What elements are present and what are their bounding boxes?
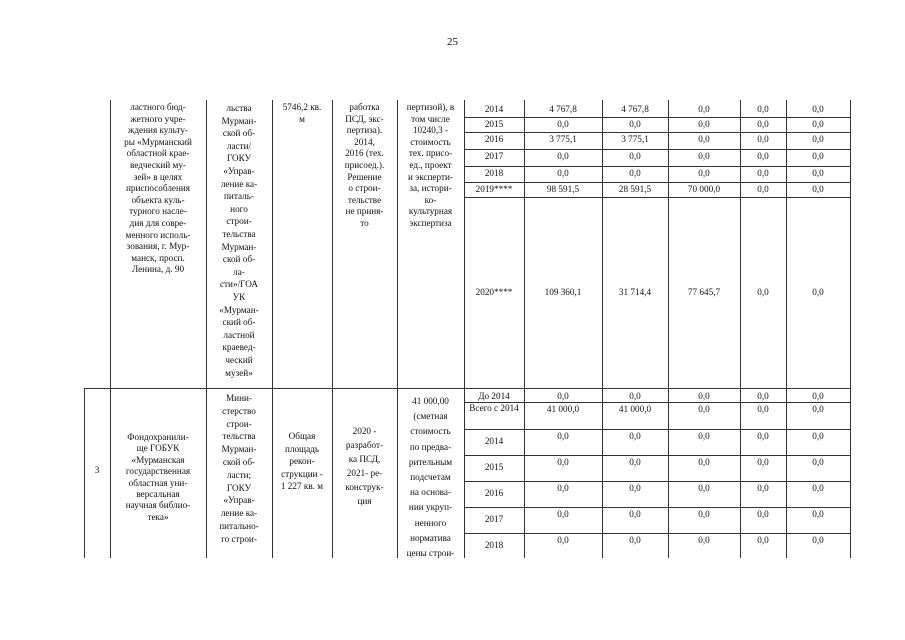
object-name-line: манск, просп. [131,252,185,263]
cell-year: 2014 [484,436,504,446]
row-separator [464,149,850,150]
capacity-line: струкции - [281,468,323,479]
customer-line: тельства [222,229,256,239]
cell-c4: 0,0 [812,391,824,401]
row-separator [464,166,850,167]
period-line: 2016 (тех. [345,148,384,159]
cell-total: 41 000,0 [546,404,580,414]
customer-line: ГОКУ [226,153,252,164]
cell-c4: 0,0 [812,287,824,297]
row-number: 3 [94,465,100,475]
capacity-line: Общая [288,431,316,441]
customer-line: музей» [225,367,253,378]
cell-total: 0,0 [557,509,569,519]
customer-line: «Управ- [223,166,255,176]
object-name-line: ластного бюд- [130,102,186,112]
customer-line: Мурман- [221,115,257,126]
cost-line: 10240,3 - [412,125,449,136]
cell-c2: 0,0 [698,404,710,414]
cost-line: тех. присо- [408,148,453,159]
row-separator [464,117,850,118]
customer-line: «Управ- [223,495,255,506]
cell-total: 0,0 [557,535,569,545]
page-number: 25 [447,36,458,48]
cell-total: 3 775,1 [549,134,577,144]
object-name-line: государственная [125,466,191,477]
cost-line: за, истори- [409,183,452,194]
cell-c2: 0,0 [698,134,710,144]
cell-total: 109 360,1 [544,287,582,297]
customer-line: ласти; [226,469,252,480]
cell-year: 2016 [484,134,504,144]
row-separator [464,182,850,183]
object-name-line: менного исполь- [125,229,191,240]
cell-c4: 0,0 [812,119,824,129]
cost-line: и эксперти- [408,171,453,182]
object-name-line: ждения культу- [128,125,188,136]
object-name-line: Ленина, д. 90 [131,264,185,275]
cell-c1: 0,0 [629,119,641,129]
period-line: конструк- [345,482,384,492]
cell-c1: 0,0 [629,457,641,467]
customer-line: питаль- [224,191,254,202]
customer-line: тельства [222,431,256,442]
cell-c3: 0,0 [757,404,769,414]
capacity-line: площадь [284,443,320,454]
period-line: ция [357,496,372,506]
cell-c2: 0,0 [698,431,710,441]
cost-line: том числе [411,113,450,124]
cell-c2: 77 645,7 [687,287,721,297]
cost-line: экспертиза [409,218,452,228]
period-line: не приня- [345,206,384,217]
customer-line: Мини- [226,393,252,403]
period-line: о строи- [348,183,381,194]
period-line: присоед.). [344,160,385,170]
customer-line: ский об- [222,317,256,328]
cell-c3: 0,0 [757,119,769,129]
row-separator [464,132,850,133]
cell-c1: 4 767,8 [621,104,649,114]
cell-total: 0,0 [557,431,569,441]
object-name-line: ведческий му- [130,160,186,170]
object-name-line: Фондохранили- [127,432,189,442]
cost-line: ко- [424,194,437,205]
cell-total: 0,0 [557,483,569,493]
customer-line: го строи- [221,533,257,544]
cell-year: Всего с 2014 [469,403,519,413]
cell-c1: 28 591,5 [618,184,652,194]
cell-c1: 0,0 [629,509,641,519]
cell-c2: 0,0 [698,391,710,401]
cell-c2: 0,0 [698,104,710,114]
cost-line: стоимость [410,136,451,147]
object-name-line: ры «Мурманский [124,136,192,147]
cell-c4: 0,0 [812,104,824,114]
cost-line: ненного [414,517,447,528]
customer-line: стерство [222,405,256,416]
row-separator [464,197,850,198]
period-line: разработ- [345,440,384,450]
cell-c3: 0,0 [757,391,769,401]
object-name-line: зования, г. Мур- [126,241,190,252]
customer-line: краевед- [222,342,256,353]
period-line: ка ПСД, [348,454,381,464]
cell-year: 2018 [484,540,504,550]
cost-line: культурная [408,206,453,217]
cost-line: по предва- [409,441,452,452]
period-line: Решение [347,171,382,182]
cost-line: стоимость [410,426,451,437]
cell-c4: 0,0 [812,535,824,545]
object-name-line: версальная [136,489,180,499]
cell-c3: 0,0 [757,104,769,114]
cost-line: нии укруп- [408,502,453,513]
cell-c1: 0,0 [629,483,641,493]
customer-line: ласти/ [226,140,252,151]
cell-c2: 0,0 [698,168,710,178]
cell-c3: 0,0 [757,134,769,144]
customer-line: ской об- [222,457,256,467]
customer-line: сти»/ГОА [219,279,259,290]
cell-c1: 3 775,1 [621,134,649,144]
customer-line: ГОКУ [226,482,252,493]
cost-line: ед., проект [409,160,452,170]
period-line: ПСД, экс- [345,113,384,124]
cell-c3: 0,0 [757,509,769,519]
cell-c3: 0,0 [757,431,769,441]
object-name-line: «Мурманская [131,454,185,465]
object-name-line: жетного учре- [130,113,186,124]
object-name-line: турного насле- [129,206,187,217]
customer-line: ла- [233,266,245,277]
cell-year: 2015 [484,119,504,129]
period-line: то [360,218,369,228]
cell-year: 2018 [484,168,504,178]
cell-c4: 0,0 [812,184,824,194]
cell-c2: 0,0 [698,457,710,467]
object-name-line: областная уни- [128,477,188,488]
object-name-line: областной крае- [126,148,190,159]
cell-c4: 0,0 [812,483,824,493]
row-separator [464,429,850,430]
cell-c4: 0,0 [812,168,824,178]
row-separator [464,455,850,456]
customer-line: ление ка- [220,178,258,189]
cell-c3: 0,0 [757,457,769,467]
cell-c1: 0,0 [629,168,641,178]
object-name-line: объекта куль- [131,194,185,205]
cell-c1: 0,0 [629,391,641,401]
cell-c3: 0,0 [757,287,769,297]
customer-line: строи- [226,216,252,227]
column-border [850,100,851,558]
capacity-line: рекон- [289,456,315,467]
cell-c4: 0,0 [812,457,824,467]
cell-year: 2015 [484,462,504,472]
cell-c3: 0,0 [757,535,769,545]
period-line: тельстве [347,194,382,205]
row-separator [464,533,850,534]
cell-total: 0,0 [557,151,569,161]
capacity-line: 1 227 кв. м [280,481,324,492]
customer-line: ской об- [222,254,256,265]
customer-line: льства [226,103,252,113]
period-line: 2020 - [352,426,377,436]
cell-year: 2019**** [475,184,513,194]
cell-year: 2020**** [475,287,513,297]
cost-line: норматива [410,532,451,543]
cost-line: рительным [408,456,453,467]
capacity-line: 5746,2 кв. [282,102,322,112]
capacity-line: м [299,113,305,124]
cell-c1: 0,0 [629,151,641,161]
cell-c1: 0,0 [629,431,641,441]
cell-c3: 0,0 [757,483,769,493]
cell-total: 0,0 [557,119,569,129]
customer-line: ской об- [222,128,256,139]
cell-total: 0,0 [557,391,569,401]
customer-line: ластной [223,329,255,340]
customer-line: Мурман- [221,241,257,252]
customer-line: УК [232,292,246,302]
object-name-line: научная библио- [125,500,191,511]
cell-c2: 0,0 [698,535,710,545]
cell-year: 2014 [484,104,504,114]
object-name-line: тека» [147,511,169,522]
cell-c2: 70 000,0 [687,184,721,194]
cell-c1: 31 714,4 [618,287,652,297]
cell-c4: 0,0 [812,151,824,161]
row-separator [464,481,850,482]
cost-line: цены строи- [406,548,455,558]
period-line: работка [349,102,380,112]
customer-line: ного [230,203,248,214]
object-name-line: приспособления [125,183,191,194]
customer-line: питально- [219,521,259,531]
cell-c3: 0,0 [757,184,769,194]
customer-line: ческий [225,355,253,365]
cost-line: 41 000,00 [412,396,449,406]
cost-line: (сметная [413,411,448,422]
customer-line: Мурман- [221,444,257,455]
period-line: 2021- ре- [346,468,383,478]
cost-line: подсчетам [410,472,451,482]
cell-total: 0,0 [557,457,569,467]
cell-total: 0,0 [557,168,569,178]
customer-line: ление ка- [220,508,258,519]
cell-c2: 0,0 [698,509,710,519]
cost-line: на основа- [409,487,452,498]
customer-line: «Мурман- [219,304,259,315]
object-name-line: ще ГОБУК [136,443,180,454]
cell-total: 4 767,8 [549,104,577,114]
cell-year: 2016 [484,488,504,498]
cell-c4: 0,0 [812,404,824,414]
customer-line: строи- [226,418,252,429]
cell-year: 2017 [484,151,504,161]
cell-c4: 0,0 [812,431,824,441]
cell-c1: 41 000,0 [618,404,652,414]
object-name-line: дия для совре- [129,218,187,228]
cell-c3: 0,0 [757,151,769,161]
cell-c2: 0,0 [698,151,710,161]
row-separator [464,507,850,508]
object-name-line: зей» в целях [133,171,183,182]
cell-c2: 0,0 [698,483,710,493]
cell-c1: 0,0 [629,535,641,545]
cell-c3: 0,0 [757,168,769,178]
cost-line: пертизой), в [406,102,455,112]
cell-c2: 0,0 [698,119,710,129]
cell-c4: 0,0 [812,509,824,519]
block-separator [84,388,850,389]
cell-c4: 0,0 [812,134,824,144]
cell-total: 98 591,5 [546,184,580,194]
period-line: пертиза). [346,125,383,136]
cell-year: 2017 [484,514,504,524]
period-line: 2014, [354,136,375,147]
cell-year: До 2014 [478,391,510,401]
